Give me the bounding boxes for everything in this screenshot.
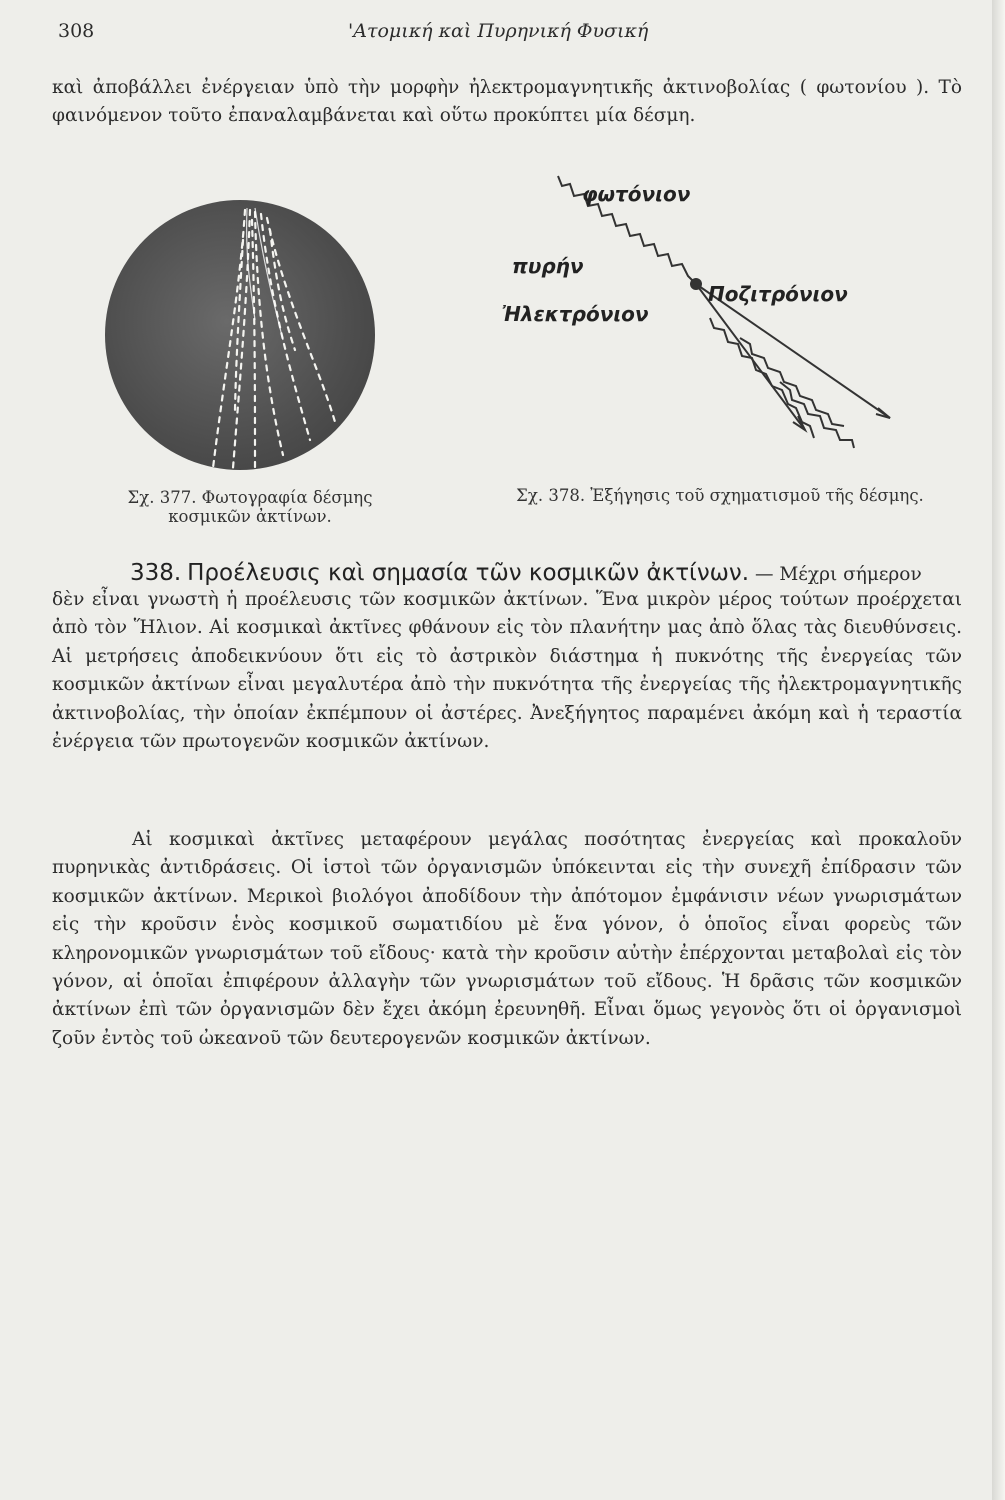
section-paragraph-1: δὲν εἶναι γνωστὴ ἡ προέλευσις τῶν κοσμικῶν ἀκτίνων. Ἕνα μικρὸν μέρος τούτων προέρχεται ἀπὸ τὸν Ἥλιον. Αἱ κοσμικαὶ ἀκτῖνες φθάνουν εἰς τὸν πλανήτην μας ἀπὸ ὅλας τὰς διευθύνσεις. Αἱ μετρήσεις ἀποδεικνύουν ὅτι εἰς τὸ ἀστρικὸν διάστημα ἡ πυκνότης τῆς ἐνεργείας τῶν κοσμικῶν ἀκτίνων εἶναι μεγαλυτέρα ἀπὸ τὴν πυκνότητα τῆς ἐνεργείας τῆς ἠλεκτρομαγνητικῆς ἀκτινοβολίας, τὴν ὁποίαν ἐκπέμπουν οἱ ἀστέρες. Ἀνεξήγητος παραμένει ἀκόμη καὶ ἡ τεραστία ἐνέργεια τῶν πρωτογενῶν κοσμικῶν ἀκτίνων. [52,589,962,753]
section-title: Προέλευσις καὶ σημασία τῶν κοσμικῶν ἀκτίνων. [187,560,750,586]
page-number: 308 [58,20,95,42]
shower-tracks-image [105,200,375,470]
running-title: 'Ατομική καὶ Πυρηνική Φυσική [348,20,649,42]
positron-label: Ποζιτρόνιον [708,282,848,306]
electron-label: Ἠλεκτρόνιον [502,302,649,326]
section-paragraph-2: Αἱ κοσμικαὶ ἀκτῖνες μεταφέρουν μεγάλας ποσότητας ἐνεργείας καὶ προκαλοῦν πυρηνικὰς ἀντιδράσεις. Οἱ ἱστοὶ τῶν ὀργανισμῶν ὑπόκεινται εἰς τὴν συνεχῆ ἐπίδρασιν τῶν κοσμικῶν ἀκτίνων. Μερικοὶ βιολόγοι ἀποδίδουν τὴν ἀπότομον ἐμφάνισιν νέων γνωρισμάτων εἰς τὴν κροῦσιν ἑνὸς κοσμικοῦ σωματιδίου μὲ ἕνα γόνον, ὁ ὁποῖος εἶναι φορεὺς τῶν κληρονομικῶν γνωρισμάτων τοῦ εἴδους· κατὰ τὴν κροῦσιν αὐτὴν ἐπέρχονται μεταβολαὶ εἰς τὸν γόνον, αἱ ὁποῖαι ἐπιφέρουν ἀλλαγὴν τῶν γνωρισμάτων τοῦ εἴδους. Ἡ δρᾶσις τῶν κοσμικῶν ἀκτίνων ἐπὶ τῶν ὀργανισμῶν δὲν ἔχει ἀκόμη ἐρευνηθῆ. Εἶναι ὅμως γεγονὸς ὅτι οἱ ὀργανισμοὶ ζοῦν ἐντὸς τοῦ ὠκεανοῦ τῶν δευτερογενῶν κοσμικῶν ἀκτίνων. [52,829,962,1049]
running-head [58,20,958,52]
nucleus-label: πυρήν [512,254,584,278]
cosmic-ray-photograph [105,200,375,470]
section-heading [130,560,970,586]
section-lead-text: — Μέχρι σήμερον [754,564,922,585]
section-number: 338. [130,560,182,586]
secondary-photon-3 [780,382,854,448]
figure-378-caption: Σχ. 378. Ἐξήγησις τοῦ σχηματισμοῦ τῆς δέσμης. [516,486,924,505]
shower-formation-diagram [500,168,920,468]
page-edge [992,0,1005,1500]
intro-paragraph: καὶ ἀποβάλλει ἐνέργειαν ὑπὸ τὴν μορφὴν ἠλεκτρομαγνητικῆς ἀκτινοβολίας ( φωτονίου ). Τὸ φαινόμενον τοῦτο ἐπαναλαμβάνεται καὶ οὕτω προκύπτει μία δέσμη. [52,77,962,127]
photon-label: φωτόνιον [582,182,691,206]
figure-377-caption: Σχ. 377. Φωτογραφία δέσμης κοσμικῶν ἀκτίνων. [127,488,373,526]
nucleus-dot [690,278,702,290]
